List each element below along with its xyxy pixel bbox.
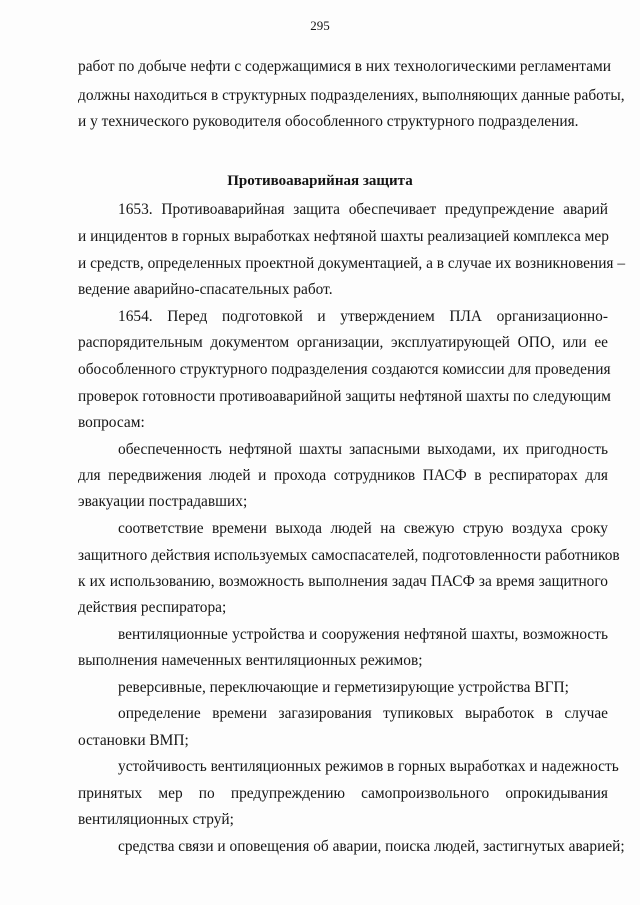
text-line: эвакуации пострадавших; <box>78 493 248 510</box>
list-item-start: средства связи и оповещения об аварии, поиска людей, застигнутых аварией; <box>118 838 625 855</box>
list-item-start: устойчивость вентиляционных режимов в горных выработках и надежность <box>118 758 619 775</box>
list-item-start: определение времени загазирования тупиковых выработок в случае <box>118 705 608 722</box>
text-line: проверок готовности противоаварийной защиты нефтяной шахты по следующим <box>78 388 611 405</box>
text-line: выполнения намеченных вентиляционных режимов; <box>78 652 423 669</box>
paragraph-start: 1654. Перед подготовкой и утверждением ПЛА организационно- <box>118 308 608 325</box>
text-line: вентиляционных струй; <box>78 811 234 828</box>
text-line: ведение аварийно-спасательных работ. <box>78 281 333 298</box>
paragraph-start: 1653. Противоаварийная защита обеспечивает предупреждение аварий <box>118 201 608 218</box>
text-line: и инцидентов в горных выработках нефтяной шахты реализацией комплекса мер <box>78 228 609 245</box>
text-line: для передвижения людей и прохода сотрудников ПАСФ в респираторах для <box>78 467 608 484</box>
text-line: вопросам: <box>78 414 145 431</box>
text-line: остановки ВМП; <box>78 732 189 749</box>
list-item-start: соответствие времени выхода людей на свежую струю воздуха сроку <box>118 520 608 537</box>
text-line: должны находиться в структурных подразделениях, выполняющих данные работы, <box>78 87 625 104</box>
list-item-start: вентиляционные устройства и сооружения нефтяной шахты, возможность <box>118 626 608 643</box>
section-heading: Противоаварийная защита <box>227 173 413 189</box>
page-number: 295 <box>310 18 330 33</box>
text-line: обособленного структурного подразделения создаются комиссии для проведения <box>78 361 611 378</box>
list-item-start: реверсивные, переключающие и герметизирующие устройства ВГП; <box>118 679 569 696</box>
text-line: распорядительным документом организации, эксплуатирующей ОПО, или ее <box>78 334 608 351</box>
text-line: защитного действия используемых самоспасателей, подготовленности работников <box>78 547 620 564</box>
list-item-start: обеспеченность нефтяной шахты запасными выходами, их пригодность <box>118 441 608 458</box>
text-line: к их использованию, возможность выполнения задач ПАСФ за время защитного <box>78 573 608 590</box>
text-line: принятых мер по предупреждению самопроизвольного опрокидывания <box>78 785 608 802</box>
text-line: и средств, определенных проектной документацией, а в случае их возникновения – <box>78 255 626 272</box>
text-line: и у технического руководителя обособленного структурного подразделения. <box>78 113 579 130</box>
text-line: действия респиратора; <box>78 599 227 616</box>
text-line: работ по добыче нефти с содержащимися в них технологическими регламентами <box>78 58 612 75</box>
